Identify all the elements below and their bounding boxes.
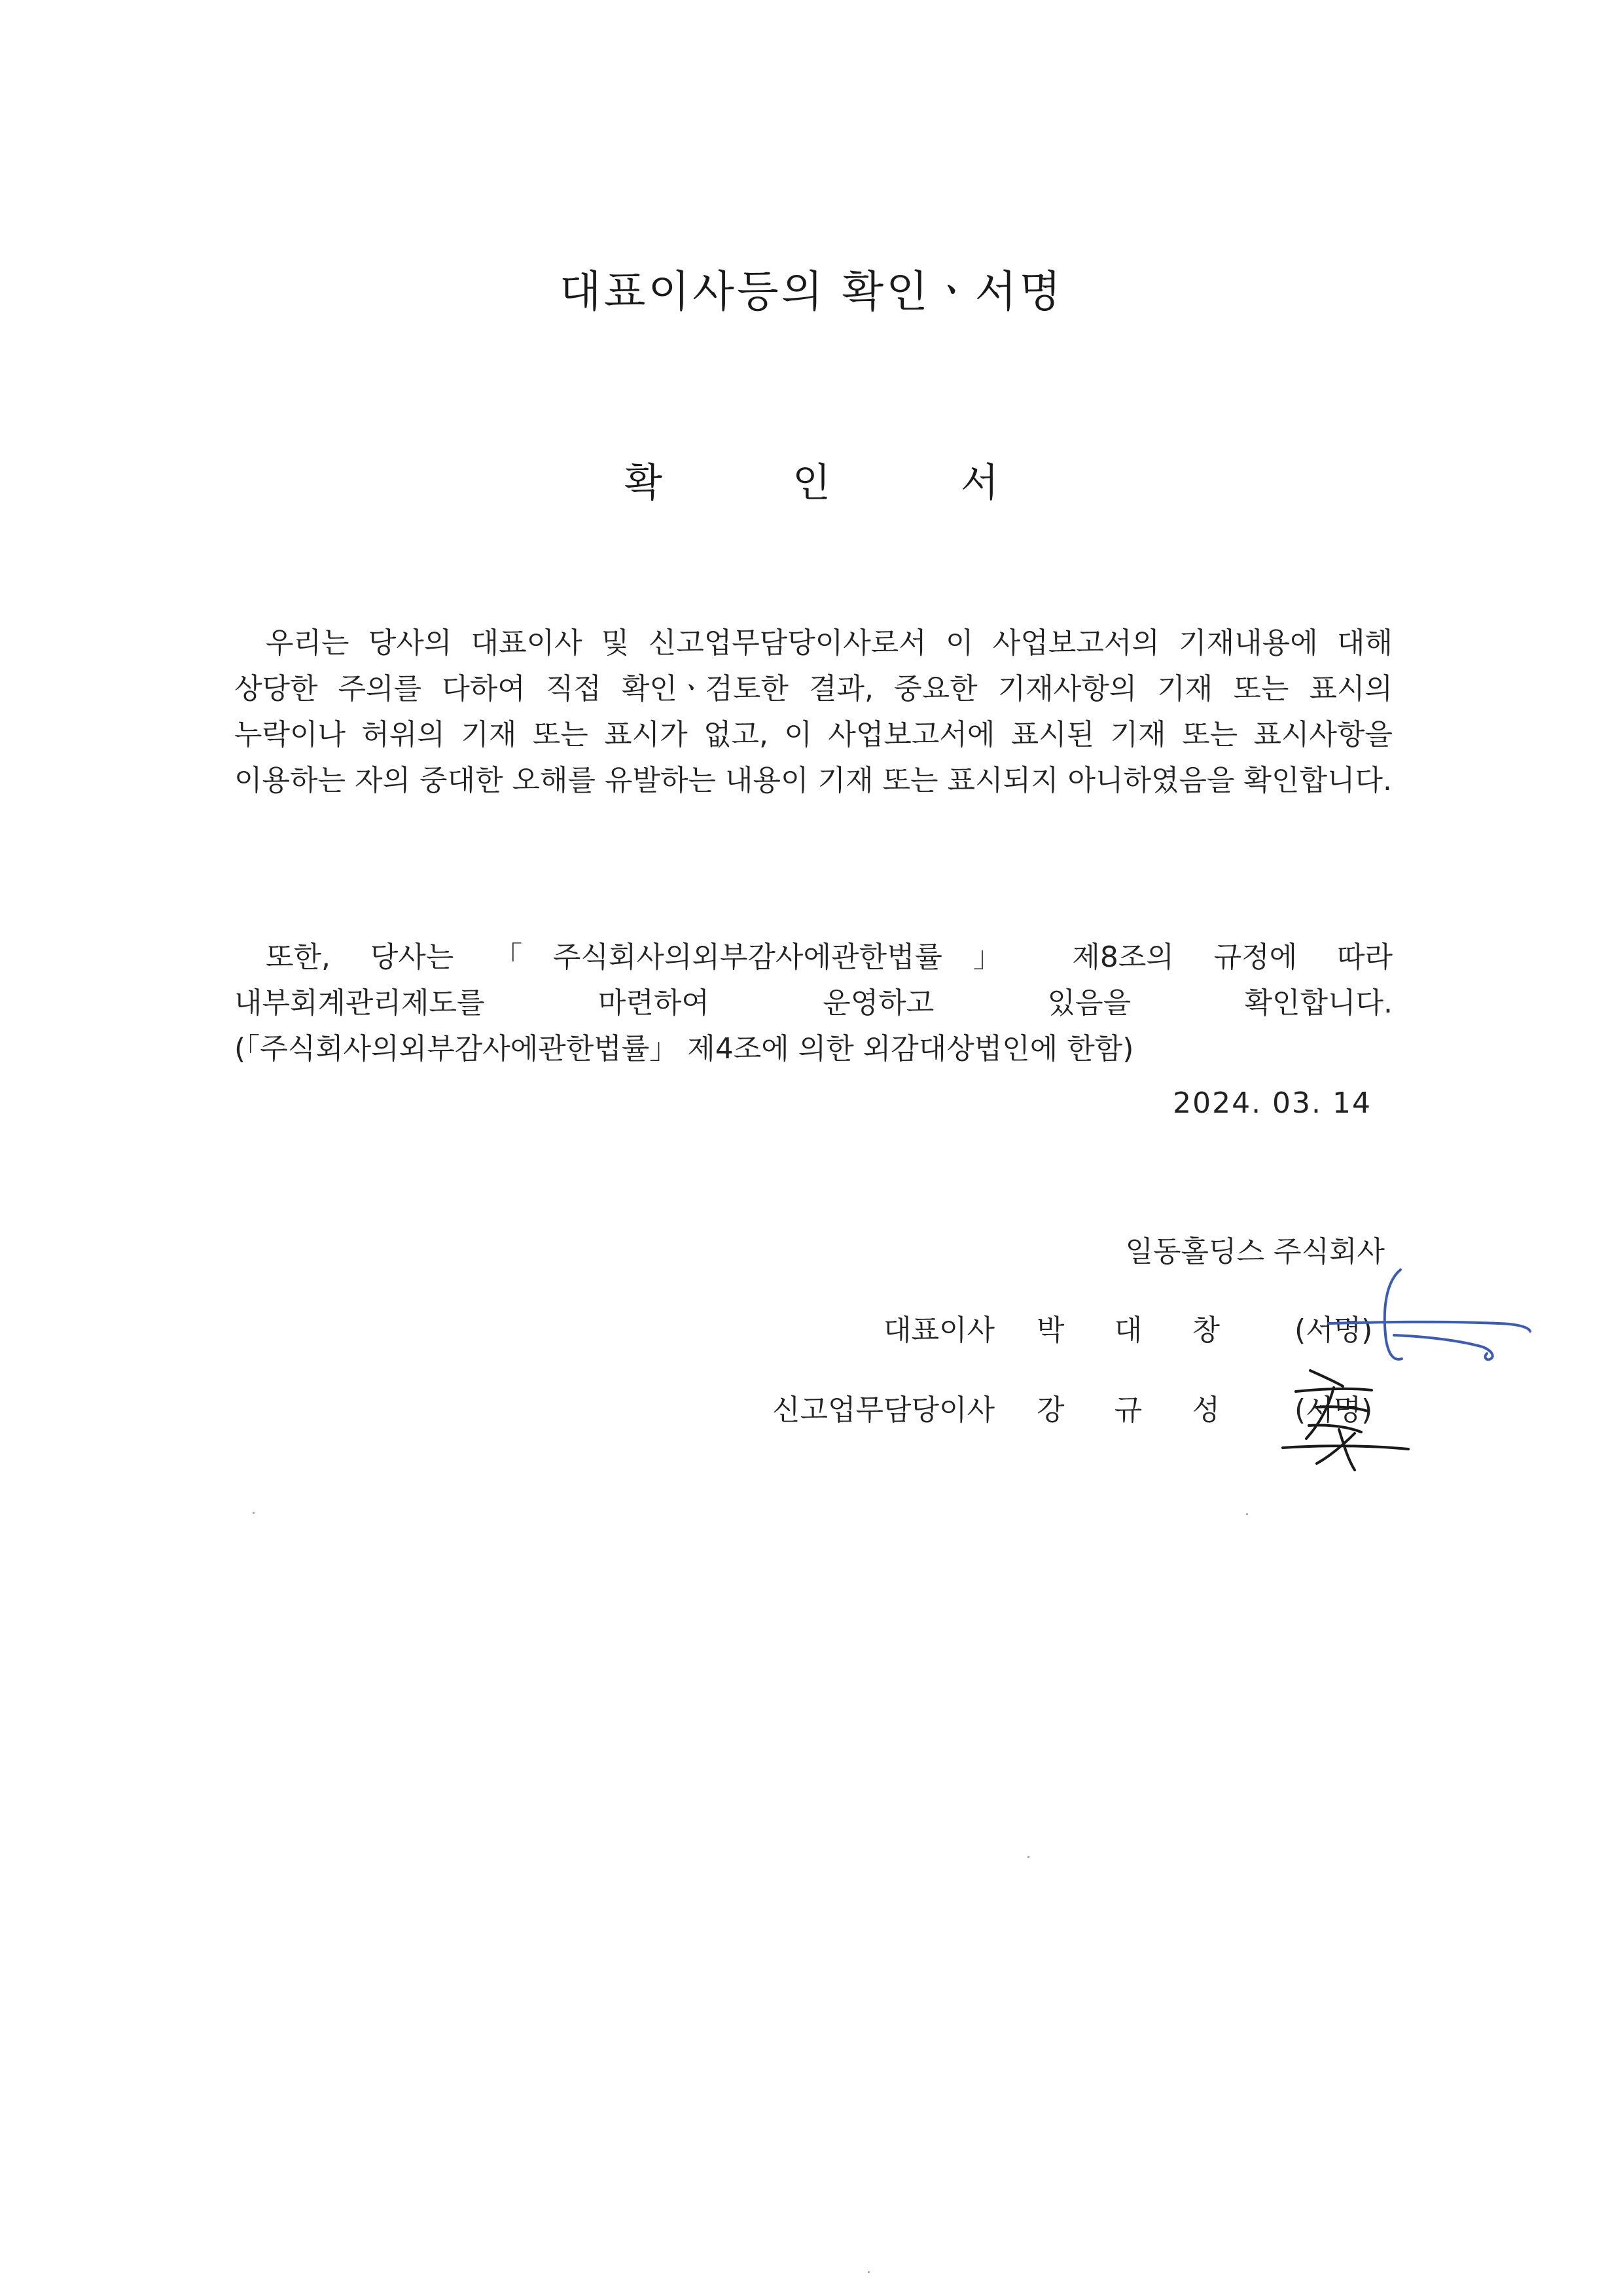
name-char: 규 [1114, 1393, 1143, 1427]
signatory-row-cfo [654, 1386, 995, 1432]
name-char: 창 [1192, 1314, 1220, 1347]
signatory-name-ceo [1037, 1306, 1220, 1348]
sign-label-ceo: (서명) [1294, 1314, 1373, 1347]
name-char: 성 [1192, 1393, 1220, 1427]
signatory-name-cfo [1037, 1386, 1220, 1428]
confirmation-paragraph: 우리는 당사의 대표이사 및 신고업무담당이사로서 이 사업보고서의 기재내용에 대해 상당한 주의를 다하여 직접 확인ㆍ검토한 결과, 중요한 기재사항의 기재 또는 표시의 누락이나 허위의 기재 또는 표시가 없고, 이 사업보고서에 표시된 기재 또는 표시사항을 이용하는 자의 중대한 오해를 유발하는 내용이 기재 또는 표시되지 아니하였음을 확인합니다. [234, 626, 1393, 797]
name-char: 대 [1114, 1314, 1143, 1347]
internal-control-paragraph: 또한, 당사는 「주식회사의외부감사에관한법률」 제8조의 규정에 따라 내부회계관리제도를 마련하여 운영하고 있음을 확인합니다. (「주식회사의외부감사에관한법률」 제4조에 의한 외감대상법인에 한함) [234, 941, 1393, 1066]
signatory-role: 신고업무담당이사 [772, 1393, 995, 1427]
document-date: 2024. 03. 14 [1173, 1086, 1372, 1120]
page-title: 대표이사등의 확인ㆍ서명 [559, 266, 1064, 317]
signatory-role: 대표이사 [883, 1314, 995, 1347]
sign-label-cfo: (서명) [1294, 1393, 1373, 1427]
scan-speck [1246, 1513, 1248, 1515]
scan-speck [1027, 1856, 1029, 1858]
name-char: 박 [1037, 1314, 1065, 1347]
scan-speck [868, 2271, 870, 2273]
cfo-signature-icon [1257, 1361, 1414, 1479]
scan-speck [253, 1512, 255, 1514]
company-name: 일동홀딩스 주식회사 [1125, 1235, 1385, 1268]
name-char: 강 [1037, 1393, 1065, 1427]
document-subtitle: 확 인 서 [624, 460, 1058, 506]
signatory-row-ceo [654, 1306, 995, 1352]
